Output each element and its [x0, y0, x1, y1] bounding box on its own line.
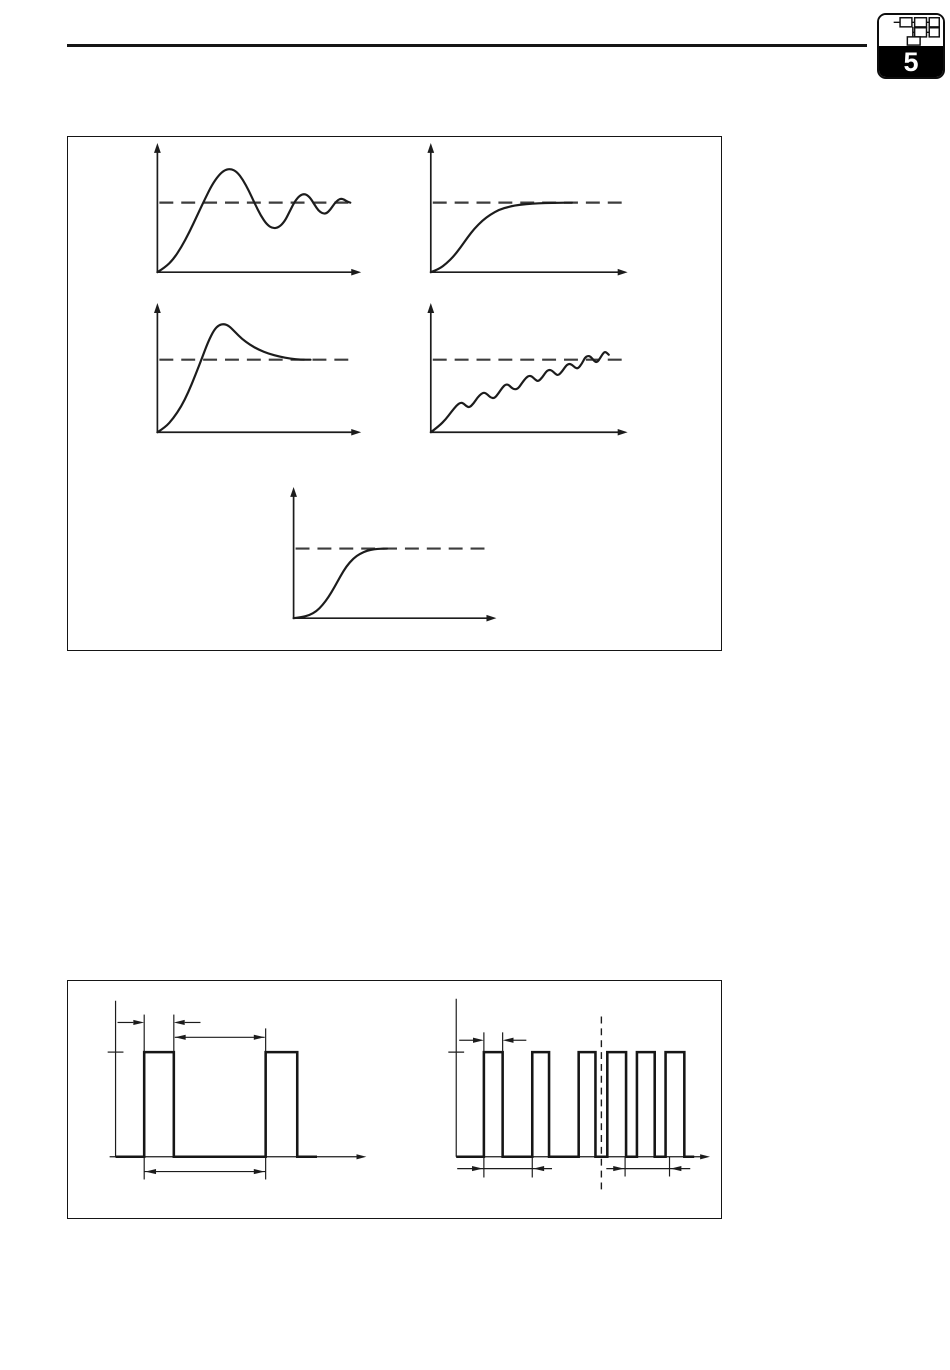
cycle-time-dimension-1	[457, 1166, 552, 1171]
pulse-trace	[116, 1052, 317, 1157]
dim-arrowhead-left	[174, 1020, 185, 1025]
min-on-time-dimension	[459, 1038, 526, 1043]
y-axis-arrowhead	[427, 143, 434, 153]
time-axis-arrowhead	[700, 1154, 710, 1159]
dim-arrowhead-left	[175, 1035, 186, 1040]
time-axis-arrowhead	[356, 1154, 366, 1159]
x-axis-arrowhead	[351, 269, 361, 276]
pulse-trace	[456, 1052, 694, 1157]
pulse-diagram-constant-period	[108, 1001, 367, 1180]
graph-single-overshoot	[154, 303, 361, 436]
response-curve	[431, 352, 609, 432]
dim-arrowhead-left	[533, 1166, 544, 1171]
y-axis-arrowhead	[154, 303, 161, 313]
graph-damped-oscillation	[154, 143, 361, 276]
chapter-tab-icon-area	[879, 15, 943, 46]
figure-step-responses	[67, 136, 722, 651]
org-chart-icon	[879, 15, 943, 46]
pulse-diagram-variable-period	[448, 999, 710, 1194]
dim-arrowhead-right	[473, 1038, 484, 1043]
response-curve	[157, 169, 350, 272]
header-rule	[67, 44, 867, 47]
dim-arrowhead-left	[145, 1169, 156, 1174]
graph-asymptotic-approach	[427, 143, 627, 276]
figure-pulse-diagrams	[67, 980, 722, 1219]
pulse-diagrams-drawing	[68, 981, 723, 1217]
cycle-time-dimension-2	[606, 1166, 690, 1171]
dim-arrowhead-right	[472, 1166, 483, 1171]
response-curve	[431, 203, 572, 273]
graph-slow-asymptotic-approach	[290, 487, 496, 622]
cycle-time-dimension	[144, 1169, 265, 1174]
response-curve	[294, 549, 387, 619]
y-axis-arrowhead	[154, 143, 161, 153]
off-time-dimension	[175, 1035, 265, 1040]
chapter-number-area	[879, 46, 943, 78]
step-responses-drawing	[68, 137, 723, 649]
x-axis-arrowhead	[351, 429, 361, 436]
dim-arrowhead-right	[133, 1020, 144, 1025]
dim-arrowhead-right	[613, 1166, 624, 1171]
y-axis-arrowhead	[290, 487, 297, 497]
y-axis-arrowhead	[427, 303, 434, 313]
on-time-dimension	[118, 1020, 201, 1025]
x-axis-arrowhead	[486, 615, 496, 622]
chapter-number: 5	[903, 46, 919, 77]
dim-arrowhead-right	[254, 1169, 265, 1174]
dim-arrowhead-left	[671, 1166, 682, 1171]
x-axis-arrowhead	[618, 429, 628, 436]
x-axis-arrowhead	[618, 269, 628, 276]
chapter-tab	[877, 13, 945, 79]
dim-arrowhead-left	[503, 1038, 514, 1043]
graph-continuous-ripple	[427, 303, 627, 436]
dim-arrowhead-right	[254, 1035, 265, 1040]
response-curve	[157, 324, 310, 432]
